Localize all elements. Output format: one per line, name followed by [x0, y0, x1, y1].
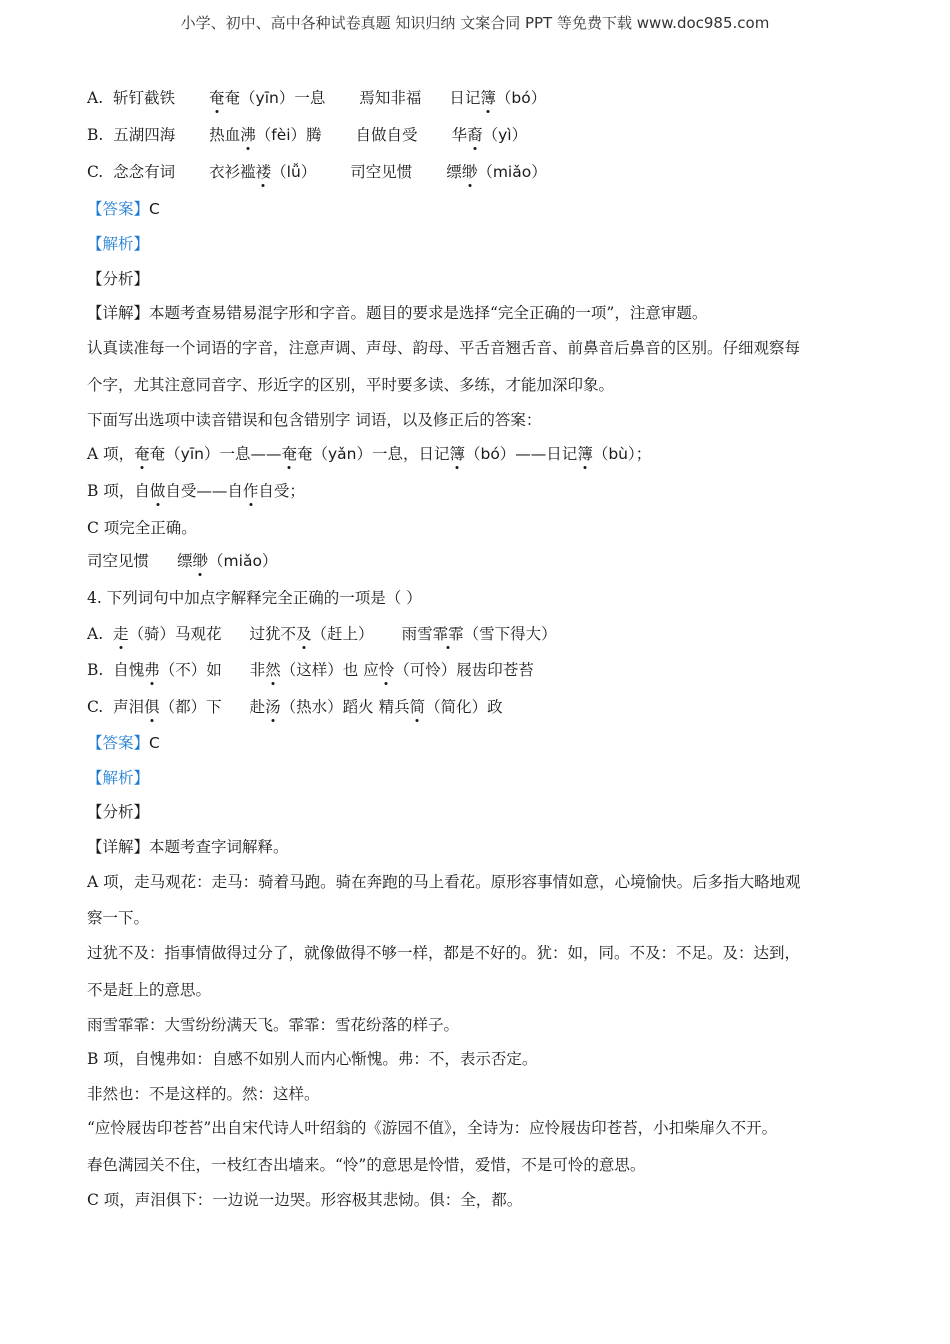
- q4-line-9: 春色满园关不住，一枝红杏出墙来。“怜”的意思是怜惜，爱惜，不是可怜的意思。: [87, 1156, 646, 1174]
- q3-para-1: 认真读准每一个词语的字音，注意声调、声母、韵母、平舌音翘舌音、前鼻音后鼻音的区别。仔细观察每: [87, 339, 801, 357]
- q4-title: 4. 下列词句中加点字解释完全正确的一项是（ ）: [87, 589, 422, 607]
- q4-line-2: 察一下。: [87, 909, 150, 927]
- q4-line-10: C 项，声泪俱下：一边说一边哭。形容极其悲恸。俱：全，都。: [87, 1191, 523, 1209]
- q3-answer: 【答案】C: [87, 200, 160, 218]
- q3-analysis-tag: 【解析】: [87, 235, 150, 253]
- q4-option-c: C. 声泪俱（都）下 赴汤（热水）蹈火 精兵简（简化）政: [87, 698, 503, 716]
- q4-line-8: “应怜屐齿印苍苔”出自宋代诗人叶绍翁的《游园不值》，全诗为：应怜屐齿印苍苔，小扣柴扉久不开。: [87, 1119, 778, 1137]
- q4-detail: 【详解】本题考查字词解释。: [87, 838, 289, 856]
- q4-line-7: 非然也：不是这样的。然：这样。: [87, 1085, 320, 1103]
- q4-line-4: 不是赶上的意思。: [87, 981, 212, 999]
- q4-option-b: B. 自愧弗（不）如 非然（这样）也 应怜（可怜）屐齿印苍苔: [87, 661, 534, 679]
- q4-line-1: A 项，走马观花：走马：骑着马跑。骑在奔跑的马上看花。原形容事情如意，心境愉快。后多指大略地观: [87, 873, 801, 891]
- q3-detail: 【详解】本题考查易错易混字形和字音。题目的要求是选择“完全正确的一项”，注意审题。: [87, 304, 708, 322]
- q3-option-c: C. 念念有词 衣衫褴褛（lǚ） 司空见惯 缥缈（miǎo）: [87, 163, 547, 181]
- q4-answer: 【答案】C: [87, 734, 160, 752]
- q3-para-a: A 项，奄奄（yīn）一息——奄奄（yǎn）一息，日记簿（bó）——日记簿（bù）；: [87, 445, 652, 463]
- page-header: 小学、初中、高中各种试卷真题 知识归纳 文案合同 PPT 等免费下载 www.doc985.com: [180, 14, 770, 32]
- q3-fenxi: 【分析】: [87, 270, 150, 288]
- q3-para-c2: 司空见惯 缥缈（miǎo）: [87, 552, 278, 570]
- q3-para-c: C 项完全正确。: [87, 519, 197, 537]
- q3-para-3: 下面写出选项中读音错误和包含错别字 词语，以及修正后的答案：: [87, 411, 542, 429]
- q4-analysis-tag: 【解析】: [87, 769, 150, 787]
- q3-para-b: B 项，自做自受——自作自受；: [87, 482, 305, 500]
- q3-option-b: B. 五湖四海 热血沸（fèi）腾 自做自受 华裔（yì）: [87, 126, 528, 144]
- q4-line-5: 雨雪霏霏：大雪纷纷满天飞。霏霏：雪花纷落的样子。: [87, 1016, 460, 1034]
- q3-para-2: 个字，尤其注意同音字、形近字的区别，平时要多读、多练，才能加深印象。: [87, 376, 615, 394]
- q3-option-a: A. 斩钉截铁 奄奄（yīn）一息 焉知非福 日记簿（bó）: [87, 89, 547, 107]
- q4-line-6: B 项，自愧弗如：自感不如别人而内心惭愧。弗：不，表示否定。: [87, 1050, 538, 1068]
- q4-option-a: A. 走（骑）马观花 过犹不及（赶上） 雨雪霏霏（雪下得大）: [87, 625, 557, 643]
- q4-fenxi: 【分析】: [87, 803, 150, 821]
- q4-line-3: 过犹不及：指事情做得过分了，就像做得不够一样，都是不好的。犹：如，同。不及：不足。及：达到，: [87, 944, 801, 962]
